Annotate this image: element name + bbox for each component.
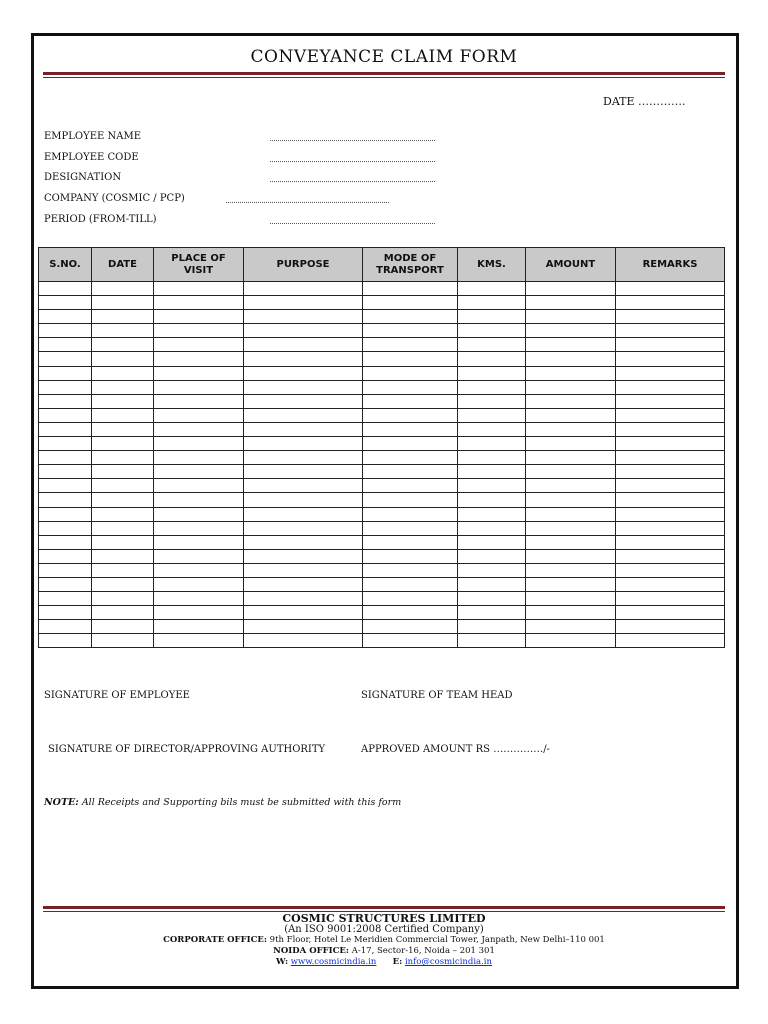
- table-cell[interactable]: [154, 479, 244, 493]
- table-row: [39, 592, 725, 606]
- table-cell[interactable]: [526, 451, 616, 465]
- table-cell[interactable]: [39, 408, 92, 422]
- table-cell[interactable]: [526, 549, 616, 563]
- table-cell[interactable]: [244, 352, 363, 366]
- corporate-office: [0, 935, 768, 946]
- table-cell[interactable]: [458, 592, 526, 606]
- claim-table-body: [39, 282, 725, 648]
- column-header-kms: KMS.: [458, 248, 526, 282]
- table-row: [39, 338, 725, 352]
- table-cell[interactable]: [526, 606, 616, 620]
- table-cell[interactable]: [92, 282, 154, 296]
- table-cell[interactable]: [363, 338, 458, 352]
- table-cell[interactable]: [244, 380, 363, 394]
- table-cell[interactable]: [154, 296, 244, 310]
- table-cell[interactable]: [244, 535, 363, 549]
- table-cell[interactable]: [526, 521, 616, 535]
- table-cell[interactable]: [616, 296, 725, 310]
- table-cell[interactable]: [458, 296, 526, 310]
- table-cell[interactable]: [154, 465, 244, 479]
- table-cell[interactable]: [154, 549, 244, 563]
- corporate-office-label: CORPORATE OFFICE:: [163, 935, 267, 945]
- table-row: [39, 310, 725, 324]
- claim-table: [38, 247, 725, 648]
- table-cell[interactable]: [92, 422, 154, 436]
- table-cell[interactable]: [92, 521, 154, 535]
- table-cell[interactable]: [458, 408, 526, 422]
- table-cell[interactable]: [363, 394, 458, 408]
- table-cell[interactable]: [244, 634, 363, 648]
- table-cell[interactable]: [92, 577, 154, 591]
- note-text: All Receipts and Supporting bils must be submitted with this form: [81, 797, 402, 808]
- table-cell[interactable]: [526, 408, 616, 422]
- submission-note: [44, 797, 401, 808]
- table-cell[interactable]: [526, 563, 616, 577]
- table-cell[interactable]: [526, 310, 616, 324]
- table-cell[interactable]: [39, 563, 92, 577]
- table-cell[interactable]: [363, 620, 458, 634]
- table-cell[interactable]: [92, 352, 154, 366]
- table-cell[interactable]: [363, 479, 458, 493]
- table-row: [39, 465, 725, 479]
- table-cell[interactable]: [92, 563, 154, 577]
- table-cell[interactable]: [458, 563, 526, 577]
- fill-line: [270, 161, 435, 162]
- email-label: E:: [392, 957, 403, 967]
- table-cell[interactable]: [616, 451, 725, 465]
- fill-line: [270, 181, 435, 182]
- table-cell[interactable]: [616, 324, 725, 338]
- table-cell[interactable]: [39, 282, 92, 296]
- table-cell[interactable]: [92, 437, 154, 451]
- table-cell[interactable]: [154, 394, 244, 408]
- table-cell[interactable]: [458, 606, 526, 620]
- web-label: W:: [275, 957, 289, 967]
- table-cell[interactable]: [526, 324, 616, 338]
- table-cell[interactable]: [244, 394, 363, 408]
- table-cell[interactable]: [92, 394, 154, 408]
- table-cell[interactable]: [363, 549, 458, 563]
- table-cell[interactable]: [526, 634, 616, 648]
- table-cell[interactable]: [39, 437, 92, 451]
- table-row: [39, 577, 725, 591]
- table-cell[interactable]: [363, 521, 458, 535]
- table-cell[interactable]: [458, 634, 526, 648]
- table-cell[interactable]: [616, 282, 725, 296]
- table-cell[interactable]: [458, 394, 526, 408]
- table-cell[interactable]: [458, 282, 526, 296]
- table-cell[interactable]: [39, 620, 92, 634]
- table-cell[interactable]: [526, 394, 616, 408]
- corporate-office-address: 9th Floor, Hotel Le Meridien Commercial Tower, Janpath, New Delhi–110 001: [269, 935, 605, 945]
- table-cell[interactable]: [363, 606, 458, 620]
- table-cell[interactable]: [363, 535, 458, 549]
- table-cell[interactable]: [458, 366, 526, 380]
- table-cell[interactable]: [458, 451, 526, 465]
- table-cell[interactable]: [363, 324, 458, 338]
- table-cell[interactable]: [244, 338, 363, 352]
- table-cell[interactable]: [92, 338, 154, 352]
- table-cell[interactable]: [526, 493, 616, 507]
- table-cell[interactable]: [363, 507, 458, 521]
- field-label: PERIOD (FROM-TILL): [44, 214, 157, 225]
- table-cell[interactable]: [92, 507, 154, 521]
- table-row: [39, 479, 725, 493]
- table-cell[interactable]: [616, 465, 725, 479]
- table-cell[interactable]: [39, 521, 92, 535]
- table-cell[interactable]: [526, 465, 616, 479]
- table-cell[interactable]: [616, 394, 725, 408]
- table-cell[interactable]: [154, 577, 244, 591]
- table-row: [39, 521, 725, 535]
- table-cell[interactable]: [154, 606, 244, 620]
- table-cell[interactable]: [92, 408, 154, 422]
- table-cell[interactable]: [154, 408, 244, 422]
- table-cell[interactable]: [458, 352, 526, 366]
- table-cell[interactable]: [616, 366, 725, 380]
- table-cell[interactable]: [39, 296, 92, 310]
- table-cell[interactable]: [154, 366, 244, 380]
- table-cell[interactable]: [154, 324, 244, 338]
- table-cell[interactable]: [526, 338, 616, 352]
- table-cell[interactable]: [39, 592, 92, 606]
- table-cell[interactable]: [154, 535, 244, 549]
- table-cell[interactable]: [526, 422, 616, 436]
- table-cell[interactable]: [39, 310, 92, 324]
- table-row: [39, 620, 725, 634]
- table-row: [39, 507, 725, 521]
- table-cell[interactable]: [363, 465, 458, 479]
- table-cell[interactable]: [244, 366, 363, 380]
- table-row: [39, 296, 725, 310]
- table-cell[interactable]: [526, 352, 616, 366]
- table-cell[interactable]: [363, 366, 458, 380]
- website-link[interactable]: www.cosmicindia.in: [290, 957, 377, 967]
- table-cell[interactable]: [616, 592, 725, 606]
- column-header-date: DATE: [92, 248, 154, 282]
- table-cell[interactable]: [154, 620, 244, 634]
- table-cell[interactable]: [154, 507, 244, 521]
- table-cell[interactable]: [616, 437, 725, 451]
- table-cell[interactable]: [363, 577, 458, 591]
- table-cell[interactable]: [244, 437, 363, 451]
- table-row: [39, 324, 725, 338]
- table-row: [39, 563, 725, 577]
- table-cell[interactable]: [244, 577, 363, 591]
- field-label: EMPLOYEE CODE: [44, 152, 139, 163]
- table-cell[interactable]: [92, 535, 154, 549]
- fill-line: [270, 140, 435, 141]
- table-cell[interactable]: [458, 465, 526, 479]
- company-footer: [0, 913, 768, 968]
- table-cell[interactable]: [244, 451, 363, 465]
- fill-line: [226, 202, 389, 203]
- table-cell[interactable]: [363, 282, 458, 296]
- table-cell[interactable]: [244, 606, 363, 620]
- table-cell[interactable]: [244, 465, 363, 479]
- table-cell[interactable]: [154, 380, 244, 394]
- table-cell[interactable]: [363, 380, 458, 394]
- table-cell[interactable]: [616, 507, 725, 521]
- table-cell[interactable]: [92, 451, 154, 465]
- table-cell[interactable]: [526, 507, 616, 521]
- table-cell[interactable]: [526, 437, 616, 451]
- noida-office-label: NOIDA OFFICE:: [273, 946, 350, 956]
- table-cell[interactable]: [616, 310, 725, 324]
- table-cell[interactable]: [244, 282, 363, 296]
- table-cell[interactable]: [154, 451, 244, 465]
- table-cell[interactable]: [616, 535, 725, 549]
- table-cell[interactable]: [39, 338, 92, 352]
- table-row: [39, 422, 725, 436]
- noida-office-address: A-17, Sector-16, Noida – 201 301: [351, 946, 495, 956]
- table-cell[interactable]: [526, 366, 616, 380]
- date-label: DATE ………….: [603, 95, 686, 108]
- table-cell[interactable]: [92, 549, 154, 563]
- table-cell[interactable]: [39, 507, 92, 521]
- table-cell[interactable]: [458, 521, 526, 535]
- table-cell[interactable]: [244, 422, 363, 436]
- table-cell[interactable]: [616, 408, 725, 422]
- table-cell[interactable]: [363, 296, 458, 310]
- table-cell[interactable]: [92, 493, 154, 507]
- table-cell[interactable]: [458, 577, 526, 591]
- table-cell[interactable]: [39, 577, 92, 591]
- table-cell[interactable]: [363, 634, 458, 648]
- table-cell[interactable]: [244, 310, 363, 324]
- table-cell[interactable]: [39, 549, 92, 563]
- table-cell[interactable]: [458, 620, 526, 634]
- table-cell[interactable]: [244, 620, 363, 634]
- table-cell[interactable]: [458, 380, 526, 394]
- table-cell[interactable]: [154, 282, 244, 296]
- column-header-mode-of-transport: MODE OF TRANSPORT: [363, 248, 458, 282]
- table-cell[interactable]: [363, 563, 458, 577]
- table-cell[interactable]: [244, 549, 363, 563]
- table-cell[interactable]: [92, 380, 154, 394]
- table-cell[interactable]: [458, 507, 526, 521]
- table-cell[interactable]: [363, 451, 458, 465]
- table-cell[interactable]: [92, 479, 154, 493]
- table-cell[interactable]: [154, 521, 244, 535]
- column-header-place-of-visit: PLACE OF VISIT: [154, 248, 244, 282]
- table-cell[interactable]: [39, 634, 92, 648]
- table-cell[interactable]: [92, 465, 154, 479]
- table-cell[interactable]: [39, 606, 92, 620]
- table-cell[interactable]: [244, 324, 363, 338]
- table-cell[interactable]: [154, 338, 244, 352]
- table-cell[interactable]: [39, 465, 92, 479]
- table-row: [39, 352, 725, 366]
- table-cell[interactable]: [363, 437, 458, 451]
- table-cell[interactable]: [458, 310, 526, 324]
- employee-signature-label: SIGNATURE OF EMPLOYEE: [44, 690, 190, 701]
- table-cell[interactable]: [154, 310, 244, 324]
- table-row: [39, 535, 725, 549]
- column-header-purpose: PURPOSE: [244, 248, 363, 282]
- table-cell[interactable]: [616, 563, 725, 577]
- table-cell[interactable]: [154, 592, 244, 606]
- table-cell[interactable]: [458, 479, 526, 493]
- table-cell[interactable]: [92, 606, 154, 620]
- table-row: [39, 493, 725, 507]
- table-cell[interactable]: [363, 352, 458, 366]
- table-row: [39, 394, 725, 408]
- table-cell[interactable]: [616, 634, 725, 648]
- note-label: NOTE:: [44, 797, 79, 808]
- table-cell[interactable]: [526, 282, 616, 296]
- table-cell[interactable]: [363, 422, 458, 436]
- table-cell[interactable]: [244, 521, 363, 535]
- table-cell[interactable]: [616, 606, 725, 620]
- table-row: [39, 437, 725, 451]
- table-cell[interactable]: [526, 592, 616, 606]
- table-cell[interactable]: [616, 521, 725, 535]
- table-cell[interactable]: [244, 592, 363, 606]
- table-cell[interactable]: [154, 437, 244, 451]
- table-row: [39, 549, 725, 563]
- table-row: [39, 634, 725, 648]
- table-cell[interactable]: [458, 535, 526, 549]
- table-cell[interactable]: [92, 324, 154, 338]
- table-cell[interactable]: [244, 507, 363, 521]
- contact-line: [0, 957, 768, 968]
- table-cell[interactable]: [39, 380, 92, 394]
- team-head-signature-label: SIGNATURE OF TEAM HEAD: [361, 690, 513, 701]
- table-cell[interactable]: [458, 493, 526, 507]
- table-cell[interactable]: [39, 422, 92, 436]
- table-cell[interactable]: [92, 296, 154, 310]
- form-title: CONVEYANCE CLAIM FORM: [250, 47, 518, 67]
- table-cell[interactable]: [244, 408, 363, 422]
- table-cell[interactable]: [39, 352, 92, 366]
- table-cell[interactable]: [616, 493, 725, 507]
- table-row: [39, 366, 725, 380]
- director-signature-label: SIGNATURE OF DIRECTOR/APPROVING AUTHORITY: [48, 744, 326, 755]
- table-cell[interactable]: [526, 380, 616, 394]
- table-cell[interactable]: [244, 563, 363, 577]
- table-cell[interactable]: [616, 620, 725, 634]
- table-cell[interactable]: [458, 338, 526, 352]
- table-cell[interactable]: [526, 479, 616, 493]
- table-cell[interactable]: [458, 437, 526, 451]
- table-cell[interactable]: [92, 366, 154, 380]
- table-cell[interactable]: [154, 493, 244, 507]
- table-cell[interactable]: [363, 592, 458, 606]
- table-cell[interactable]: [244, 479, 363, 493]
- table-cell[interactable]: [39, 479, 92, 493]
- table-cell[interactable]: [616, 338, 725, 352]
- table-cell[interactable]: [458, 324, 526, 338]
- table-cell[interactable]: [39, 493, 92, 507]
- table-row: [39, 380, 725, 394]
- column-header-remarks: REMARKS: [616, 248, 725, 282]
- table-cell[interactable]: [363, 493, 458, 507]
- approved-amount-label: APPROVED AMOUNT RS ……………/-: [361, 744, 550, 755]
- table-cell[interactable]: [616, 380, 725, 394]
- column-header-sno: S.NO.: [39, 248, 92, 282]
- field-label: DESIGNATION: [44, 172, 122, 183]
- table-cell[interactable]: [363, 310, 458, 324]
- table-cell[interactable]: [154, 422, 244, 436]
- table-cell[interactable]: [39, 366, 92, 380]
- table-cell[interactable]: [616, 422, 725, 436]
- title-divider: [43, 72, 725, 78]
- table-cell[interactable]: [154, 352, 244, 366]
- table-cell[interactable]: [39, 394, 92, 408]
- email-link[interactable]: info@cosmicindia.in: [404, 957, 493, 967]
- table-cell[interactable]: [616, 352, 725, 366]
- company-name: COSMIC STRUCTURES LIMITED: [282, 912, 486, 925]
- table-cell[interactable]: [363, 408, 458, 422]
- table-cell[interactable]: [39, 535, 92, 549]
- fill-line: [270, 223, 435, 224]
- table-cell[interactable]: [154, 634, 244, 648]
- table-cell[interactable]: [244, 493, 363, 507]
- table-cell[interactable]: [616, 549, 725, 563]
- table-cell[interactable]: [39, 451, 92, 465]
- table-cell[interactable]: [92, 592, 154, 606]
- field-label: EMPLOYEE NAME: [44, 131, 141, 142]
- table-cell[interactable]: [458, 422, 526, 436]
- table-cell[interactable]: [92, 620, 154, 634]
- table-cell[interactable]: [92, 634, 154, 648]
- table-header-row: [39, 248, 725, 282]
- table-cell[interactable]: [526, 535, 616, 549]
- table-cell[interactable]: [244, 296, 363, 310]
- table-cell[interactable]: [526, 296, 616, 310]
- table-row: [39, 408, 725, 422]
- table-cell[interactable]: [92, 310, 154, 324]
- column-header-amount: AMOUNT: [526, 248, 616, 282]
- iso-certification: (An ISO 9001:2008 Certified Company): [284, 924, 484, 935]
- table-cell[interactable]: [526, 577, 616, 591]
- noida-office: [0, 946, 768, 957]
- field-label: COMPANY (COSMIC / PCP): [44, 193, 185, 204]
- table-cell[interactable]: [616, 479, 725, 493]
- table-row: [39, 282, 725, 296]
- table-cell[interactable]: [39, 324, 92, 338]
- table-cell[interactable]: [154, 563, 244, 577]
- table-cell[interactable]: [526, 620, 616, 634]
- table-cell[interactable]: [458, 549, 526, 563]
- table-cell[interactable]: [616, 577, 725, 591]
- table-row: [39, 606, 725, 620]
- table-row: [39, 451, 725, 465]
